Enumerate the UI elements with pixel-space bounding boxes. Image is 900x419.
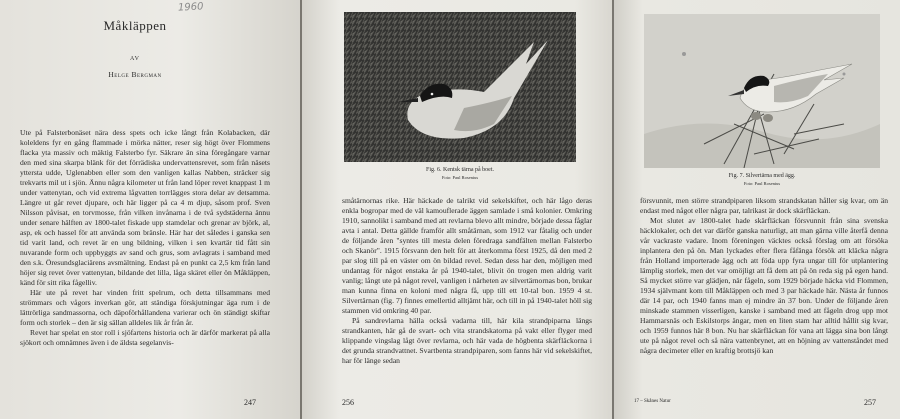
figure-caption [344, 167, 576, 181]
page-number: 247 [244, 398, 256, 407]
paragraph: Här ute på revet har vinden fritt spelrum, och detta tillsammans med strömmars och vågors inverkan gör, att ständiga förskjutningar äga rum i de lättrörliga sandmassorna, och däpoförhållandena varierar och ön ständigt skiftar form och storlek – den är sig sällan alldeles lik år från år. [20, 288, 270, 327]
figure-caption [644, 173, 880, 187]
paragraph: På sandrevlarna hälla också vadarna till, här kila strandpiparna längs strandkanten, här gå de svart- och vita strandskatorna på vakt eller flyger med klippande vingslag lågt över revlarna, och här vada de högbenta skärfläckorna i det grunda strandvattnet. Svartbenta strandpiparen, som fanns här vid sekelskiftet, har för länge sedan [342, 316, 592, 365]
page-number: 257 [864, 398, 876, 407]
tern-with-eggs-image [644, 14, 880, 168]
page-256 [302, 0, 612, 419]
caption-text: Fig. 7. Silvertärna med ägg. [728, 173, 796, 179]
body-text-257 [640, 196, 888, 356]
page-footer: 17 – Skånes Natur [634, 399, 671, 404]
byline-av: AV [130, 56, 140, 62]
page-257 [614, 0, 900, 419]
body-text-256 [342, 196, 592, 366]
paragraph: Revet har spelat en stor roll i sjöfartens historia och är därför markerat på alla sjökort och omnämnes även i de äldsta segelanvis- [20, 328, 270, 347]
photo-credit: Foto: Paul Rosenius [441, 175, 479, 180]
article-title: Måkläppen [103, 18, 167, 33]
paragraph: Ute på Falsterbonäset nära dess spets och icke långt från Kolabacken, där koleldens fyr en gång flammade i mörka nätter, reser sig högt över Flommens flacka yta massiv och mäktig Falsterbo fyr. Säkrare än sina föregångare varnar den med sina skarpa blänk för det förrädiska undervattensrevet, som från näsets yttersta udde, Uglenabben eller som den vanligen kallas Nabben, sträcker sig trekvarts mil ut i sjön. Ännu några kilometer ut från land löper revet knappast 1 m under vattenytan, och vid extrema lågvatten torrlägges stora delar av detsamma. Längre ut går revet djupare, och här ligger på ca 4 m djup, såsom prof. Sven Nilsson påvisat, en torvmosse, från vilken invånarna i de två sydstäderna ännu under senare hälften av 1800-talet fiskade upp stamdelar och grenar av björk, al, asp, ek och hassel för att använda som bränsle. Här har det således i ganska sen tid varit land, och revet är en ung bildning, vilken i sen kvartär tid fått sin nuvarande form och uppbyggts av sand och grus, som avlagrats i samband med den s.k. Öresundsglaciärens avsmältning. Endast på en punkt ca 2,5 km från land höjer sig revet över vattenytan, bildande det lilla, låga skäret eller ön Måkläppen, känd för sitt rika fågelliv. [20, 128, 270, 287]
page-number: 256 [342, 398, 354, 407]
tern-on-nest-image [344, 12, 576, 162]
article-author: Helge Bergman [108, 70, 162, 79]
photo-credit: Foto: Paul Rosenius [743, 181, 781, 186]
paragraph: försvunnit, men större strandpiparen liksom strandskatan håller sig kvar, om än endast med något eller några par, talrikast är dock skärfläckan. [640, 196, 888, 215]
handwritten-year: 1960 [177, 1, 204, 14]
paragraph: småtärnornas rike. Här häckade de talrikt vid sekelskiftet, och här lågo deras enkla bogropar med de väl kamouflerade äggen samlade i små kolonier. Omkring 1910, sannolikt i samband med att revlarna blevo allt mindre, började dessa fåglar avta i antal. Detta gällde framför allt småtärnan, som 1912 var fåtalig och under de följande åren "syntes till mesta delen föredraga sandfälten mellan Falsterbo och Skanör". 1915 försvann den helt för att återkomma först 1925, då den med 2 par slog till på en väster om ön bildad revel. Sedan dess har den, möjligen med undantag för något enstaka år på 1940-talet, blivit ön trogen men aldrig varit vanlig; långt ute på något revel, vanligen i närheten av silvertärnornas bon, brukar man kunna finna en koloni med några få, upp till ett 10-tal bon. 1959 4 st. Silvertärnan (fig. 7) finnes emellertid alltjämt här, och till in på 1940-talet höll sig stammen vid omkring 40 par. [342, 196, 592, 315]
caption-text: Fig. 6. Kentsk tärna på boet. [426, 167, 494, 173]
photo-kentsk-tarna [344, 12, 576, 162]
paragraph: Mot slutet av 1800-talet hade skärfläckan försvunnit från sina svenska häcklokaler, och det var därför ganska naturligt, att man gärna ville återfå denna vår vackraste vadare. Inom föreningen väcktes också förslag om att försöka inplantera den på ön. Man lyckades efter flera fåfänga försök att kläcka några från Holland importerade ägg och att föda upp fyra ungar till för utplantering lämplig storlek, men det var omöjligt att få dem att på ön reda sig på egen hand. Så mycket större var glädjen, när fågeln, som 1929 började häcka vid Flommen, 1934 självmant kom till Måkläppen och med 3 par häckade här. Nästa år funnos där 14 par, och 1940 fanns man ej mindre än 37 bon. Under de följande åren minskade stammen visserligen, kanske i samband med att fågeln drog upp mot Hammarsnäs och Eskilstorps ängar, men en liten stam har alltid hållit sig kvar, och 1959 funnos här 8 bon. Nu har skärfläckan för vana att lägga sina bon långt ute på något revel och så nära vattenbrynet, att en höjning av vattenståndet med några decimeter eller en kraftig brottsjö kan [640, 216, 888, 355]
body-text-247 [20, 128, 270, 348]
page-247 [0, 0, 300, 419]
photo-silvertarna [644, 14, 880, 168]
